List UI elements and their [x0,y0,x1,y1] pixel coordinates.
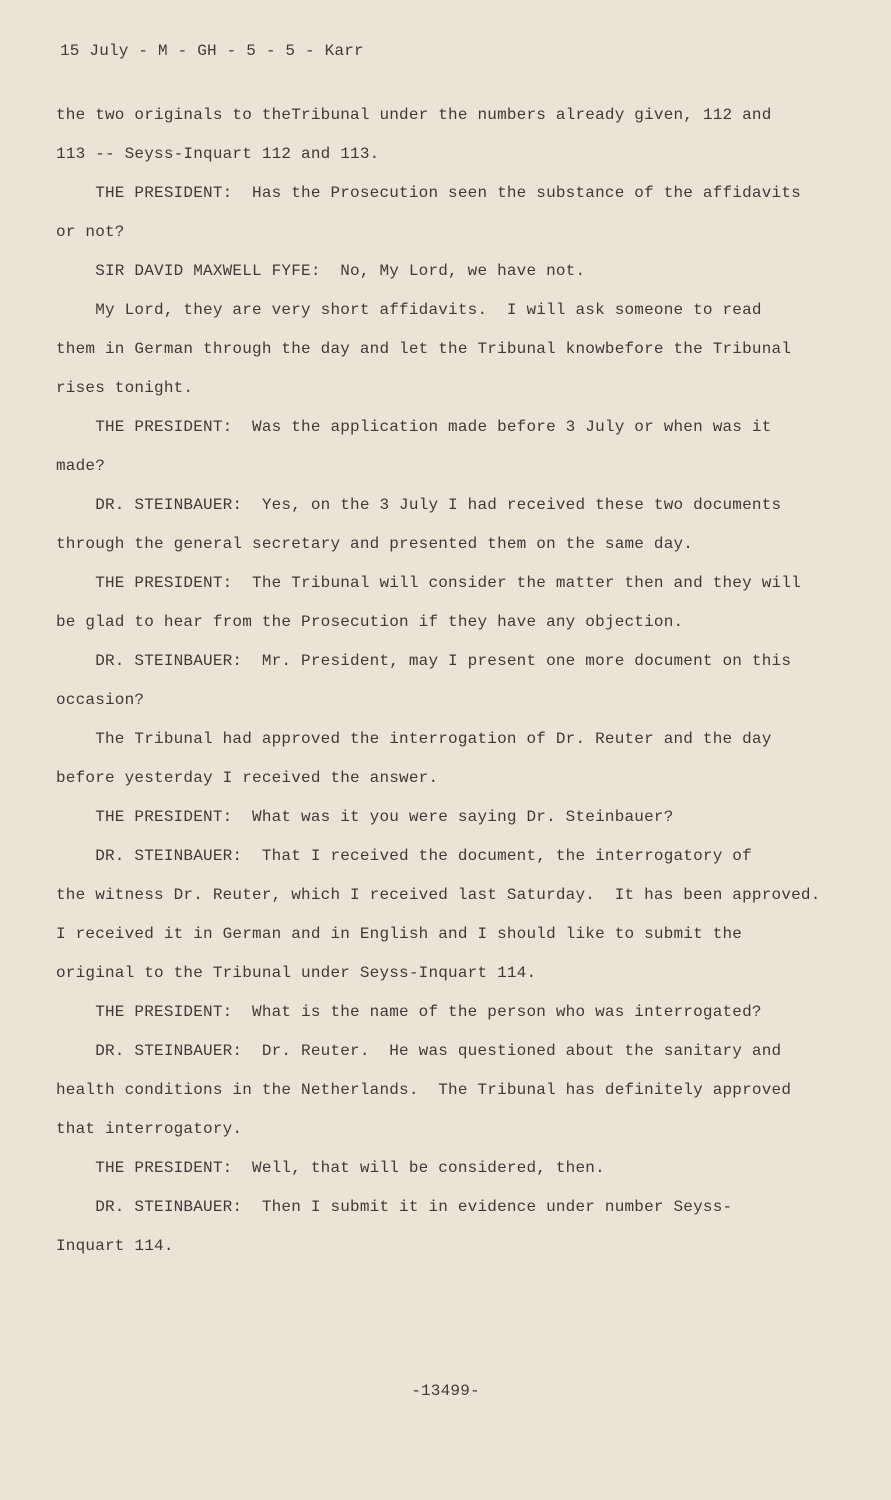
transcript-line: be glad to hear from the Prosecution if they have any objection. [56,613,684,631]
transcript-line: THE PRESIDENT: Well, that will be considered, then. [56,1159,605,1177]
transcript-line: health conditions in the Netherlands. The Tribunal has definitely approved [56,1081,792,1099]
page-header: 15 July - M - GH - 5 - 5 - Karr [60,42,364,60]
transcript-line: THE PRESIDENT: Was the application made before 3 July or when was it [56,418,772,436]
transcript-line: 113 -- Seyss-Inquart 112 and 113. [56,145,380,163]
transcript-line: The Tribunal had approved the interrogation of Dr. Reuter and the day [56,730,772,748]
transcript-line: occasion? [56,691,145,709]
transcript-line: DR. STEINBAUER: That I received the document, the interrogatory of [56,847,752,865]
transcript-line: made? [56,457,106,475]
transcript-line: the two originals to theTribunal under the numbers already given, 112 and [56,106,772,124]
transcript-line: THE PRESIDENT: Has the Prosecution seen the substance of the affidavits [56,184,801,202]
transcript-body [56,96,826,1266]
transcript-line: SIR DAVID MAXWELL FYFE: No, My Lord, we have not. [56,262,586,280]
transcript-line: Inquart 114. [56,1237,174,1255]
transcript-line: THE PRESIDENT: The Tribunal will consider the matter then and they will [56,574,801,592]
transcript-line: them in German through the day and let the Tribunal knowbefore the Tribunal [56,340,792,358]
transcript-line: I received it in German and in English and I should like to submit the [56,925,743,943]
transcript-line: or not? [56,223,125,241]
transcript-line: rises tonight. [56,379,194,397]
transcript-line: DR. STEINBAUER: Yes, on the 3 July I had received these two documents [56,496,782,514]
transcript-line: through the general secretary and presented them on the same day. [56,535,694,553]
transcript-line: THE PRESIDENT: What is the name of the person who was interrogated? [56,1003,762,1021]
page-number: -13499- [411,1382,480,1400]
transcript-line: that interrogatory. [56,1120,243,1138]
transcript-line: DR. STEINBAUER: Mr. President, may I present one more document on this [56,652,792,670]
transcript-line: My Lord, they are very short affidavits. I will ask someone to read [56,301,762,319]
transcript-line: THE PRESIDENT: What was it you were saying Dr. Steinbauer? [56,808,674,826]
transcript-line: original to the Tribunal under Seyss-Inquart 114. [56,964,537,982]
transcript-line: DR. STEINBAUER: Then I submit it in evidence under number Seyss- [56,1198,733,1216]
transcript-line: before yesterday I received the answer. [56,769,439,787]
transcript-line: DR. STEINBAUER: Dr. Reuter. He was questioned about the sanitary and [56,1042,782,1060]
transcript-line: the witness Dr. Reuter, which I received last Saturday. It has been approved. [56,886,821,904]
